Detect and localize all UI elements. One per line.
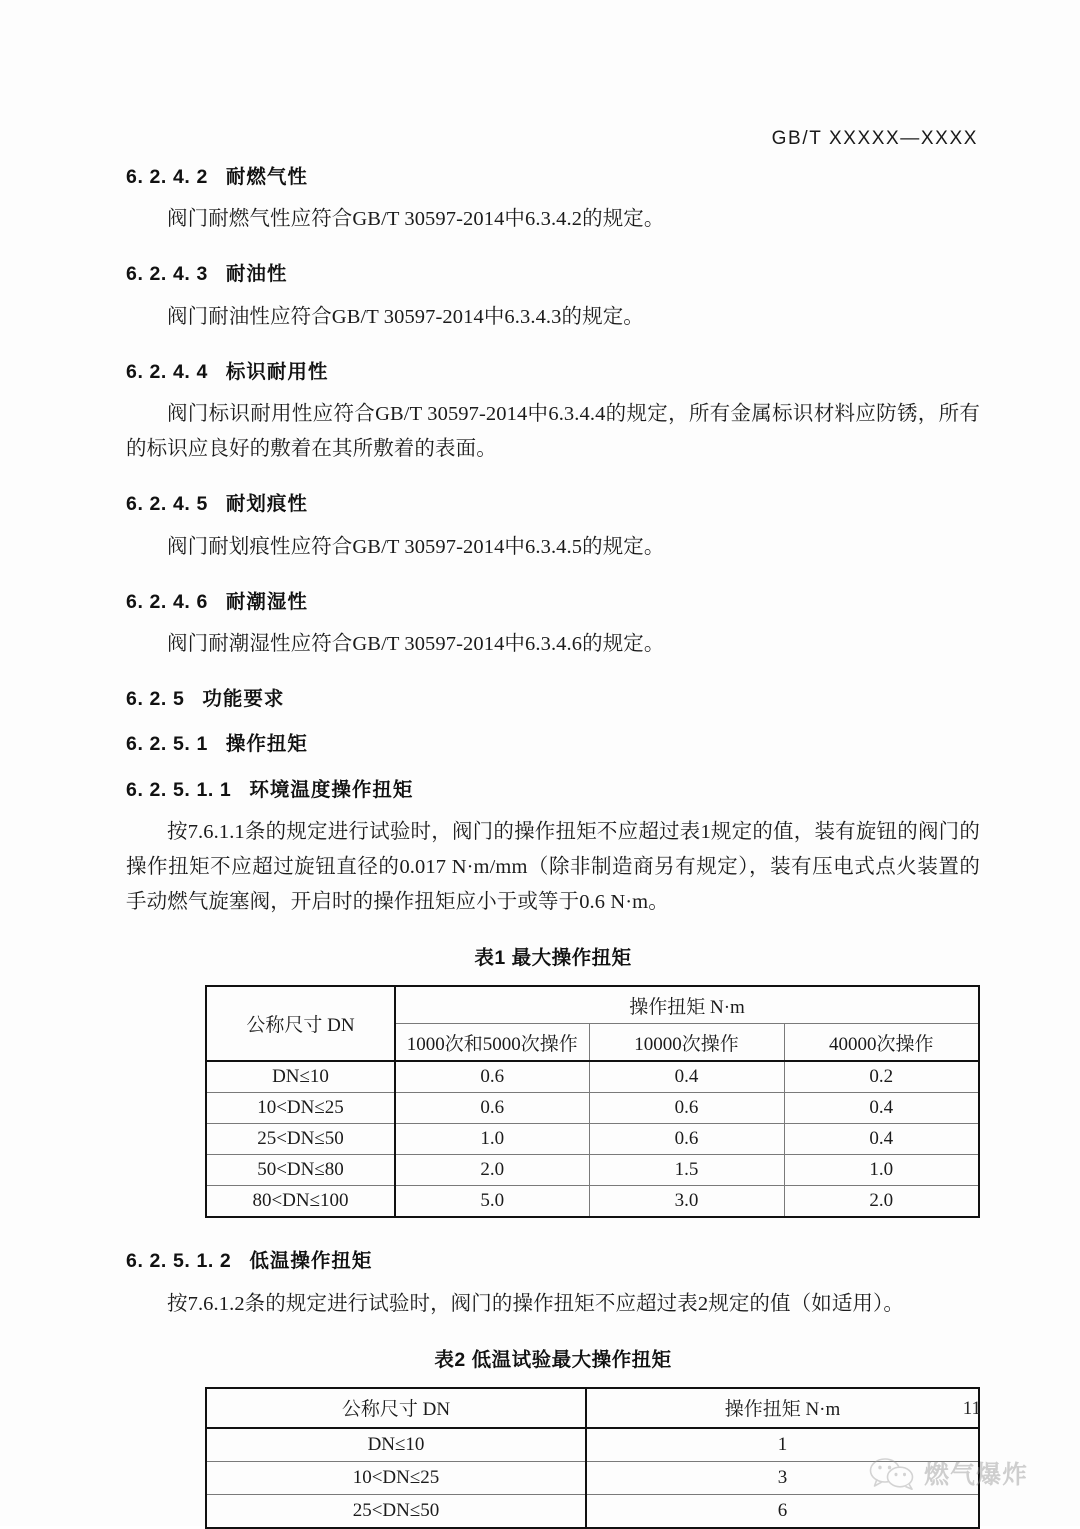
table1-caption: 表1 最大操作扭矩 [474, 947, 632, 970]
table2-cell-value: 6 [586, 1494, 979, 1528]
table2-cell-size: DN≤10 [206, 1428, 586, 1462]
table-row [206, 1061, 979, 1093]
table1-cell-size: 50<DN≤80 [206, 1155, 395, 1186]
clause-number: 6. 2. 4. 4 [126, 360, 208, 383]
table1-cell-v1: 0.6 [395, 1093, 589, 1124]
table2-col-header-size: 公称尺寸 DN [206, 1388, 586, 1428]
clause-number: 6. 2. 5. 1. 2 [126, 1250, 232, 1273]
table1-subheader-1000-5000: 1000次和5000次操作 [395, 1024, 589, 1062]
table1-col-header-size: 公称尺寸 DN [206, 986, 395, 1061]
table1-group-header-torque: 操作扭矩 N·m [395, 986, 979, 1024]
table2-cell-value: 3 [586, 1461, 979, 1494]
table2-col-header-torque: 操作扭矩 N·m [586, 1388, 979, 1428]
table-row [206, 1186, 979, 1218]
low-temp-max-operating-torque-table [205, 1387, 980, 1529]
table1-cell-size: 10<DN≤25 [206, 1093, 395, 1124]
table1-cell-size: 80<DN≤100 [206, 1186, 395, 1218]
clause-heading-6-2-4-5 [126, 493, 980, 516]
table1-cell-v2: 3.0 [589, 1186, 784, 1218]
table-row [206, 1461, 979, 1494]
table1-cell-v3: 0.4 [784, 1124, 979, 1155]
table2-caption: 表2 低温试验最大操作扭矩 [434, 1348, 672, 1371]
table1-head [206, 986, 979, 1061]
clause-number: 6. 2. 4. 3 [126, 263, 208, 286]
clause-heading-6-2-4-6 [126, 591, 980, 614]
table1-container [205, 985, 980, 1218]
clause-title: 环境温度操作扭矩 [249, 778, 414, 801]
table2-cell-value: 1 [586, 1428, 979, 1462]
table1-cell-size: DN≤10 [206, 1061, 395, 1093]
table1-cell-size: 25<DN≤50 [206, 1124, 395, 1155]
page-number: 11 [962, 1398, 981, 1419]
table1-cell-v2: 1.5 [589, 1155, 784, 1186]
clause-title: 功能要求 [202, 687, 285, 710]
table1-body [206, 1061, 979, 1217]
clause-heading-6-2-4-3 [126, 263, 980, 286]
table-row [206, 1494, 979, 1528]
table1-cell-v1: 1.0 [395, 1124, 589, 1155]
table1-header-row-1 [206, 986, 979, 1024]
clause-title: 操作扭矩 [225, 733, 308, 756]
clause-title: 标识耐用性 [225, 360, 329, 383]
clause-heading-6-2-5-1 [126, 733, 980, 756]
table-row [206, 1124, 979, 1155]
clause-number: 6. 2. 4. 2 [126, 166, 208, 188]
table1-cell-v3: 1.0 [784, 1155, 979, 1186]
clause-heading-6-2-5-1-1 [126, 779, 980, 802]
table1-cell-v1: 0.6 [395, 1061, 589, 1093]
max-operating-torque-table [205, 985, 980, 1218]
table2-cell-size: 10<DN≤25 [206, 1461, 586, 1494]
wechat-bubble-icon [869, 1456, 915, 1490]
clause-title: 低温操作扭矩 [249, 1250, 373, 1273]
table1-cell-v1: 5.0 [395, 1186, 589, 1218]
standard-code-header: GB/T XXXXX—XXXX [771, 128, 978, 149]
clause-number: 6. 2. 5. 1. 1 [126, 778, 232, 801]
clause-paragraph-6-2-4-4: 阀门标识耐用性应符合GB/T 30597-2014中6.3.4.4的规定，所有金属标识材料应防锈，所有的标识应良好的敷着在其所敷着的表面。 [126, 403, 980, 461]
table2-body [206, 1428, 979, 1528]
clause-title: 耐划痕性 [225, 493, 308, 516]
table1-cell-v2: 0.6 [589, 1093, 784, 1124]
table1-cell-v3: 0.4 [784, 1093, 979, 1124]
clause-title: 耐油性 [225, 263, 288, 286]
wechat-watermark [869, 1455, 1028, 1491]
clause-number: 6. 2. 5. 1 [126, 733, 208, 756]
clause-number: 6. 2. 4. 6 [126, 590, 208, 613]
clause-paragraph-6-2-5-1-2: 按7.6.1.2条的规定进行试验时，阀门的操作扭矩不应超过表2规定的值（如适用）。 [167, 1292, 904, 1315]
table-row [206, 1428, 979, 1462]
table1-subheader-10000: 10000次操作 [589, 1024, 784, 1062]
clause-heading-6-2-4-2 [126, 166, 980, 189]
clause-number: 6. 2. 5 [126, 687, 185, 710]
table1-cell-v2: 0.4 [589, 1061, 784, 1093]
table2-header-row [206, 1388, 979, 1428]
clause-paragraph-6-2-5-1-1: 按7.6.1.1条的规定进行试验时，阀门的操作扭矩不应超过表1规定的值，装有旋钮的阀门的操作扭矩不应超过旋钮直径的0.017 N·m/mm（除非制造商另有规定），装有压电式点火装置的手动燃气旋塞阀，开启时的操作扭矩应小于或等于0.6 N·m。 [126, 821, 980, 914]
document-body [126, 166, 980, 1529]
table1-cell-v2: 0.6 [589, 1124, 784, 1155]
clause-title: 耐潮湿性 [225, 590, 308, 613]
table2-head [206, 1388, 979, 1428]
clause-title: 耐燃气性 [225, 166, 308, 188]
clause-paragraph-6-2-4-6: 阀门耐潮湿性应符合GB/T 30597-2014中6.3.4.6的规定。 [167, 632, 665, 655]
table1-cell-v3: 0.2 [784, 1061, 979, 1093]
clause-paragraph-6-2-4-2: 阀门耐燃气性应符合GB/T 30597-2014中6.3.4.2的规定。 [167, 208, 665, 231]
table1-subheader-40000: 40000次操作 [784, 1024, 979, 1062]
clause-heading-6-2-5-1-2 [126, 1250, 980, 1273]
clause-number: 6. 2. 4. 5 [126, 493, 208, 516]
table-row [206, 1093, 979, 1124]
watermark-label: 燃气爆炸 [923, 1461, 1028, 1489]
clause-paragraph-6-2-4-5: 阀门耐划痕性应符合GB/T 30597-2014中6.3.4.5的规定。 [167, 535, 665, 558]
table2-container [205, 1387, 980, 1529]
table-row [206, 1155, 979, 1186]
table1-cell-v3: 2.0 [784, 1186, 979, 1218]
clause-heading-6-2-4-4 [126, 361, 980, 384]
table1-cell-v1: 2.0 [395, 1155, 589, 1186]
table2-cell-size: 25<DN≤50 [206, 1494, 586, 1528]
clause-paragraph-6-2-4-3: 阀门耐油性应符合GB/T 30597-2014中6.3.4.3的规定。 [167, 305, 644, 328]
clause-heading-6-2-5 [126, 688, 980, 711]
